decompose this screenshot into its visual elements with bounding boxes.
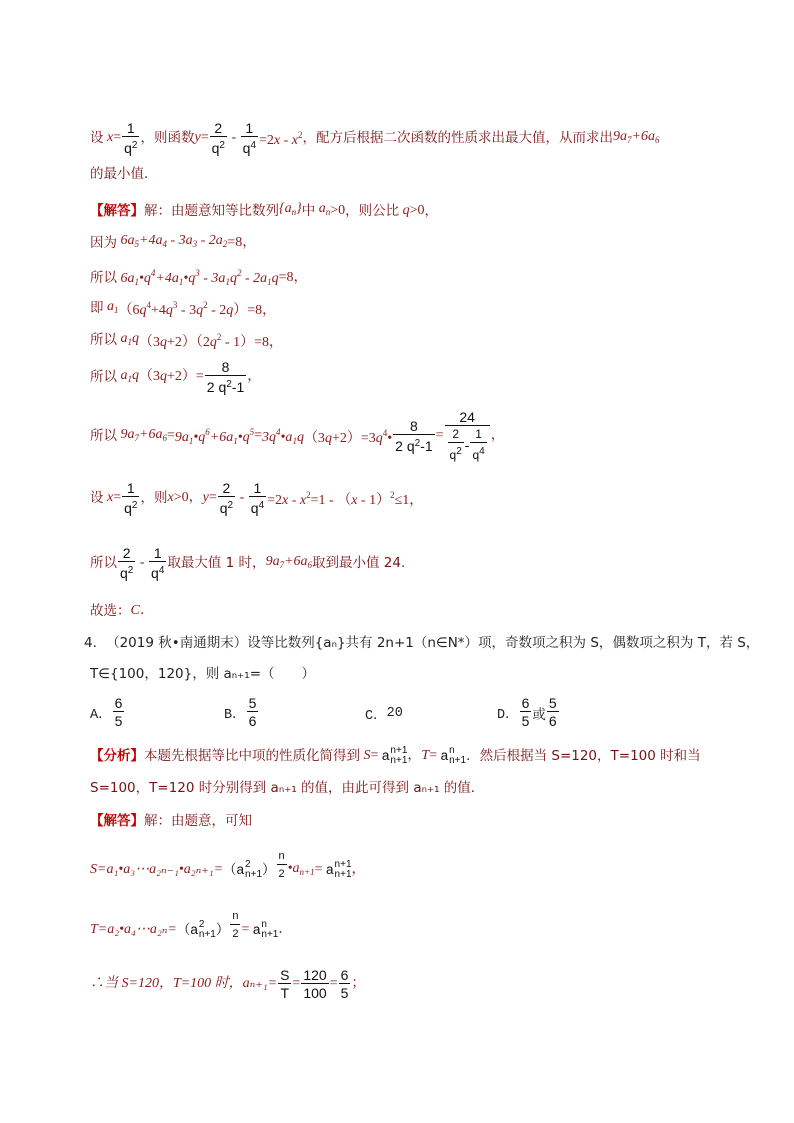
analysis-tag: 【分析】 xyxy=(90,748,144,764)
text: 所以 xyxy=(90,555,117,571)
text: 因为 xyxy=(90,234,117,251)
question-text: 设等比数列{aₙ}共有 2n+1（n∈N*）项，奇数项之积为 S，偶数项之积为 T，若 S， xyxy=(247,635,760,651)
math-text: S=a₁•a₃⋯a₂ₙ₋₁•a₂ₙ₊₁= xyxy=(90,862,224,877)
numerator: 6 xyxy=(114,695,123,711)
text: 取最大值 1 时， xyxy=(167,555,266,571)
option-a[interactable] xyxy=(90,695,125,730)
denominator: 6 xyxy=(548,713,557,729)
solution1-eq1: 因为 $6a_5+4a_4 - 3a_3 - 2a_2$ =8， xyxy=(90,233,257,251)
solution1-eq7: 设 x = $\frac{1}{q^2}$ ，则 x >0， y = $\frac{2}{q^2}$ - $\frac{1}{q^4}$ $=2x - x^2=1 - (x - 1)^2\le 1$， xyxy=(90,479,424,516)
text: 本题先根据等比中项的性质化简得到 xyxy=(144,748,360,764)
option-value: 20 xyxy=(386,706,403,721)
solution1-intro: 【解答】 解：由题意知等比数列 $\{a_n\}$ 中 $a_n$ >0 ，则公比 q >0 ， xyxy=(90,201,439,219)
denominator: 5 xyxy=(114,713,123,729)
text: ，则公比 xyxy=(345,202,400,219)
text: 解：由题意知等比数列 xyxy=(144,202,279,219)
text: 所以 xyxy=(90,369,117,385)
question4-stem-2 xyxy=(90,664,315,684)
numerator: 6 xyxy=(521,695,530,711)
numerator: 6 xyxy=(340,966,349,983)
fraction: $\frac{1}{q^4}$ xyxy=(250,479,265,516)
denominator: 5 xyxy=(340,984,349,1001)
fraction: $\frac{8}{2 q^2-1}$ xyxy=(395,417,433,454)
answer-choice: C． xyxy=(130,603,154,618)
analysis-line-2 xyxy=(90,778,484,798)
solution2-s-equation: S=a₁•a₃⋯a₂ₙ₋₁•a₂ₙ₊₁= （a 2 n+1 ） $\frac{n}{2}$ $•a_{n+1}$ = a n+1 n+1 ， xyxy=(90,848,366,892)
fraction: $\frac{2}{q^2}$ xyxy=(120,544,134,581)
option-label: A． xyxy=(90,708,112,723)
intro-line-1: 设 x = $\frac{1}{q^2}$ ，则函数 y = $\frac{2}{q^2}$ - $\frac{1}{q^4}$ $=2x - x^2$ ，配方后根据二次函数的性质求出最大值，从而求出 $9a_7+6a_6$ xyxy=(90,119,660,156)
text: 所以 xyxy=(90,269,117,286)
solution1-eq5: 所以 $a_1q$ （3q+2）= $\frac{8}{2 q^2-1}$ ， xyxy=(90,358,262,395)
text: 或 xyxy=(532,706,546,723)
solution1-choice xyxy=(90,601,154,621)
answer-tag: 【解答】 xyxy=(90,202,144,219)
intro-line-2 xyxy=(90,164,158,184)
option-b[interactable] xyxy=(224,695,259,730)
math-text: ∴当 S=120，T=100 时，aₙ₊₁= xyxy=(90,976,278,991)
numerator: 120 xyxy=(303,966,327,983)
analysis-line-1: 【分析】 本题先根据等比中项的性质化简得到 S = a n+1 n+1 ， T = a n n+1 ．然后根据当 S=120，T=100 时和当 xyxy=(90,745,701,766)
option-label: D． xyxy=(497,708,519,723)
fraction: $\frac{1}{q^2}$ xyxy=(124,119,138,156)
fraction: $\frac{2}{q^2}$ xyxy=(219,479,234,516)
option-d[interactable] xyxy=(497,695,560,730)
solution2-t-equation: T=a₂•a₄⋯a₂ₙ= （a 2 n+1 ） $\frac{n}{2}$ = a n n+1 ． xyxy=(90,908,292,952)
option-label: C． xyxy=(365,709,387,724)
solution1-eq6: 所以 $9a_7+6a_6$ = $9a_1•q^6+6a_1•q^5$ = $3q^4•a_1q$ $(3q+2)=3q^4•$ $\frac{8}{2 q^2-1}$ = 24 $\frac{2}{q^2}$ - $\frac{1}{q^4}$ ， xyxy=(90,408,505,462)
numerator: 5 xyxy=(548,695,557,711)
denominator: 5 xyxy=(521,713,530,729)
option-label: B． xyxy=(224,708,246,723)
solution2-case-1: ∴当 S=120，T=100 时，aₙ₊₁= $\frac{S}{T}$ = $\frac{120}{100}$ = $\frac{6}{5}$ ； xyxy=(90,966,366,1001)
solution1-eq3: 即 $a_1$ $(6q^4+4q^3 - 3q^2 - 2q)=8$， xyxy=(90,298,277,318)
solution1-eq4: 所以 $a_1q$ $(3q+2)(2q^2 - 1)=8$， xyxy=(90,330,283,350)
text: ，则 xyxy=(140,490,168,506)
fraction: $\frac{1}{q^4}$ xyxy=(151,544,165,581)
question4-stem-1 xyxy=(84,633,759,653)
text: 所以 xyxy=(90,428,117,444)
fraction: $\frac{2}{q^2}$ xyxy=(211,119,225,156)
denominator: 6 xyxy=(248,713,257,729)
text: S=100，T=120 时分别得到 aₙ₊₁ 的值，由此可得到 aₙ₊₁ 的值． xyxy=(90,780,485,796)
fraction: $\frac{8}{2 q^2-1}$ xyxy=(206,358,245,395)
text: 所以 xyxy=(90,332,117,348)
answer-tag: 【解答】 xyxy=(90,813,144,829)
question-source: （2019 秋•南通期末） xyxy=(106,635,248,651)
solution1-conclusion: 所以 $\frac{2}{q^2}$ - $\frac{1}{q^4}$ 取最大值 1 时， $9a_7+6a_6$ 取到最小值 24． xyxy=(90,544,415,581)
text: 中 xyxy=(301,202,316,219)
text: ．然后根据当 S=120，T=100 时和当 xyxy=(466,748,701,764)
question-text: T∈{100，120}，则 aₙ₊₁=（ ） xyxy=(90,666,316,682)
solution1-eq2: 所以 $6a_1•q^4+4a_1•q^3 - 3a_1q^2 - 2a_1q$ =8， xyxy=(90,268,308,287)
fraction: 24 $\frac{2}{q^2}$ - $\frac{1}{q^4}$ xyxy=(445,409,490,464)
denominator: T xyxy=(280,984,290,1001)
solution2-intro xyxy=(90,811,252,831)
text: 设 xyxy=(90,490,104,506)
text: ，则函数 xyxy=(140,130,195,146)
text: ，配方后根据二次函数的性质求出最大值，从而求出 xyxy=(302,130,614,146)
text: 故选： xyxy=(90,603,131,619)
text: 取到最小值 24． xyxy=(312,555,415,571)
text: 解：由题意，可知 xyxy=(144,813,252,829)
fraction: $\frac{1}{q^4}$ xyxy=(242,119,256,156)
numerator: S xyxy=(280,966,290,983)
option-c[interactable] xyxy=(365,703,403,724)
question-number: 4． xyxy=(84,635,107,651)
text: 的最小值． xyxy=(90,166,158,182)
numerator: 5 xyxy=(248,695,257,711)
math-text: T=a₂•a₄⋯a₂ₙ= xyxy=(90,922,177,937)
text: ， xyxy=(424,202,439,219)
text: 设 xyxy=(90,130,104,146)
denominator: 100 xyxy=(303,984,327,1001)
text: 即 xyxy=(90,300,104,316)
fraction: $\frac{1}{q^2}$ xyxy=(124,479,138,516)
